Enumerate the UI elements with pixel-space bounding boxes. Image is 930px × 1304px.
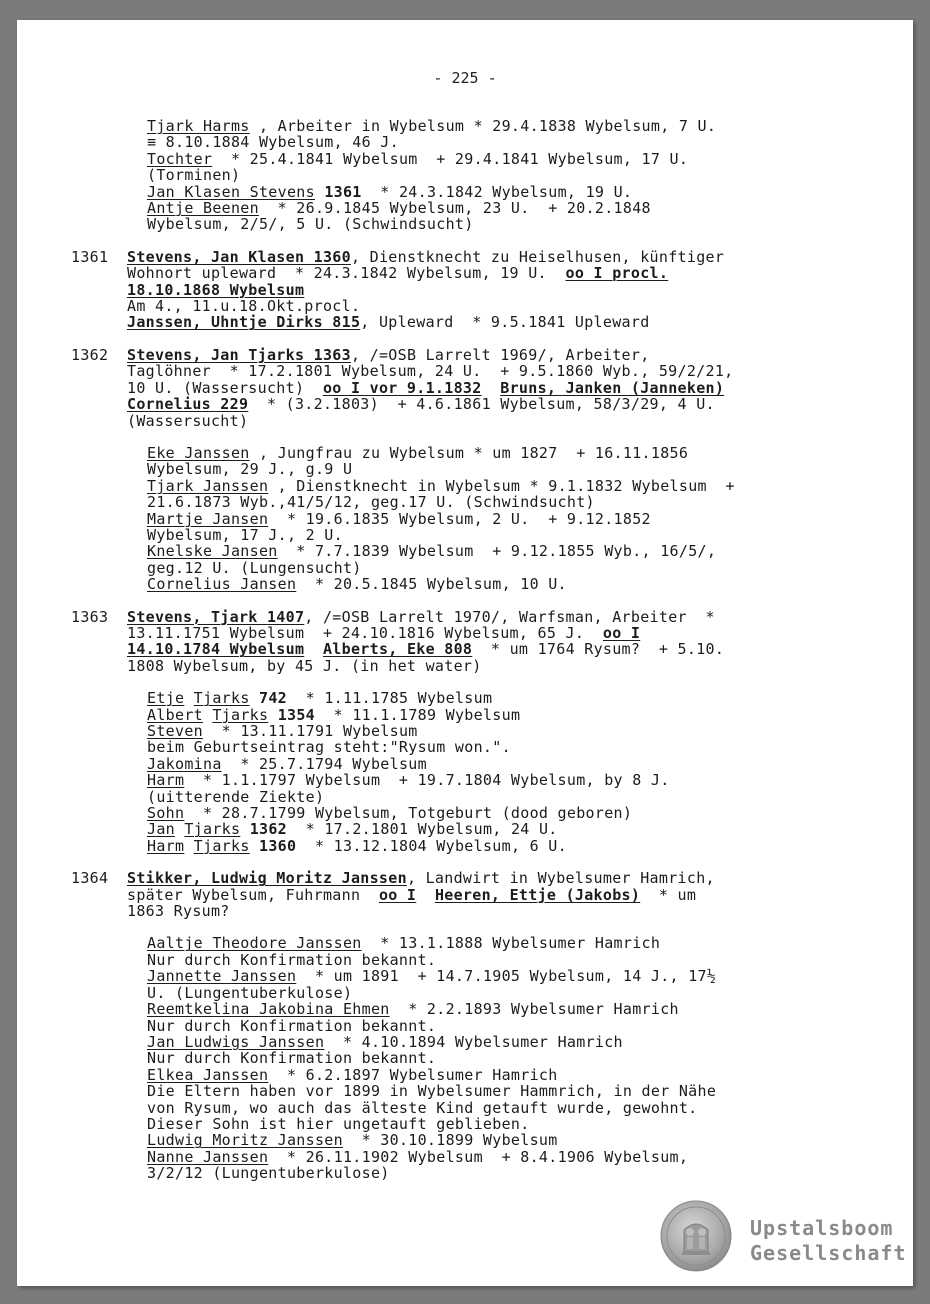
- text-segment: 10 U. (Wassersucht): [127, 378, 323, 397]
- text-segment: * 24.3.1842 Wybelsum, 19 U.: [361, 182, 633, 201]
- text-segment: Taglöhner * 17.2.1801 Wybelsum, 24 U. + 9.5.1860 Wyb., 59/2/21,: [127, 362, 734, 381]
- entry-1362: [71, 347, 871, 593]
- text-segment: * 20.5.1845 Wybelsum, 10 U.: [296, 575, 567, 594]
- person-name: Tjark Janssen: [147, 476, 269, 495]
- person-name: Elkea Janssen: [147, 1065, 269, 1084]
- text-segment: Nur durch Konfirmation bekannt.: [147, 950, 437, 969]
- person-name: Jannette Janssen: [147, 967, 297, 986]
- text-line: [71, 543, 871, 559]
- text-segment: * um: [640, 885, 697, 904]
- text-segment: * um 1891 + 14.7.1905 Wybelsum, 14 J., 17½: [296, 967, 717, 986]
- text-segment: 1863 Rysum?: [127, 902, 230, 921]
- text-line: [71, 347, 871, 363]
- person-name: Jan: [147, 820, 175, 839]
- person-name-bold: oo I vor 9.1.1832: [322, 378, 482, 397]
- text-segment: Nur durch Konfirmation bekannt.: [147, 1016, 437, 1035]
- entry-continuation: [71, 118, 871, 233]
- text-line: [71, 314, 871, 330]
- text-line: [71, 805, 871, 821]
- text-segment: * um 1764 Rysum? + 5.10.: [472, 640, 725, 659]
- person-name: Cornelius Jansen: [147, 575, 297, 594]
- text-segment: * 26.9.1845 Wybelsum, 23 U. + 20.2.1848: [258, 199, 651, 218]
- person-name: Antje Beenen: [147, 199, 259, 218]
- text-segment: [416, 886, 435, 904]
- text-line: [71, 413, 871, 429]
- text-segment: * 13.12.1804 Wybelsum, 6 U.: [296, 836, 567, 855]
- person-name-bold: Stevens, Jan Klasen 1360: [127, 247, 351, 266]
- text-segment: [482, 379, 501, 397]
- text-segment: * 6.2.1897 Wybelsumer Hamrich: [268, 1065, 558, 1084]
- entry-number: 1362: [71, 345, 109, 364]
- text-line: [71, 184, 871, 200]
- person-name: Tjark Harms: [147, 117, 250, 135]
- text-segment: Am 4., 11.u.18.Okt.procl.: [127, 297, 361, 316]
- text-line: [71, 1034, 871, 1050]
- text-line: [71, 1132, 871, 1148]
- text-segment: U. (Lungentuberkulose): [147, 983, 353, 1002]
- text-segment: Wybelsum, 17 J., 2 U.: [147, 525, 343, 544]
- person-name-bold: Alberts, Eke 808: [322, 640, 473, 659]
- person-name-bold: 14.10.1784 Wybelsum: [127, 640, 305, 659]
- text-segment: [175, 820, 184, 838]
- text-line: [71, 167, 871, 183]
- text-segment: geg.12 U. (Lungensucht): [147, 558, 362, 577]
- text-segment: * 17.2.1801 Wybelsum, 24 U.: [287, 820, 558, 839]
- text-segment: 21.6.1873 Wyb.,41/5/12, geg.17 U. (Schwindsucht): [147, 493, 595, 512]
- text-line: [71, 903, 871, 919]
- text-line: [71, 511, 871, 527]
- text-line: [71, 739, 871, 755]
- text-segment: [250, 689, 259, 707]
- text-segment: * 28.7.1799 Wybelsum, Totgeburt (dood geboren): [184, 804, 633, 823]
- person-name: Martje Jansen: [147, 509, 269, 528]
- text-line: [71, 380, 871, 396]
- person-name-bold: Stikker, Ludwig Moritz Janssen: [127, 869, 407, 888]
- text-line: [71, 658, 871, 674]
- text-segment: [250, 837, 259, 855]
- text-segment: * 7.7.1839 Wybelsum + 9.12.1855 Wyb., 16/5/,: [277, 542, 717, 561]
- person-name: Steven: [147, 722, 203, 740]
- text-segment: * 25.4.1841 Wybelsum + 29.4.1841 Wybelsum, 17 U.: [212, 149, 689, 168]
- page-number: - 225 -: [433, 69, 497, 87]
- person-name: Tjarks: [212, 705, 269, 724]
- person-name-bold: oo I procl.: [565, 264, 669, 283]
- text-segment: * 13.1.1888 Wybelsumer Hamrich: [361, 934, 661, 953]
- person-name-bold: oo I: [602, 623, 641, 642]
- person-name-bold: 1362: [249, 820, 288, 839]
- text-segment: 1808 Wybelsum, by 45 J. (in het water): [127, 656, 482, 675]
- entry-1363: [71, 609, 871, 855]
- person-name-bold: Stevens, Jan Tjarks 1363: [127, 345, 351, 364]
- text-segment: , Jungfrau zu Wybelsum * um 1827 + 16.11.1856: [249, 443, 689, 462]
- text-line: [71, 265, 871, 281]
- text-line: [71, 249, 871, 265]
- text-segment: Nur durch Konfirmation bekannt.: [147, 1049, 437, 1068]
- text-line: [71, 887, 871, 903]
- text-segment: * 13.11.1791 Wybelsum: [203, 722, 418, 740]
- text-line: [71, 363, 871, 379]
- text-line: [71, 576, 871, 592]
- text-segment: * 11.1.1789 Wybelsum: [315, 705, 521, 724]
- text-segment: [184, 689, 193, 707]
- text-segment: , /=OSB Larrelt 1970/, Warfsman, Arbeiter *: [304, 607, 715, 626]
- person-name-bold: 18.10.1868 Wybelsum: [127, 280, 305, 299]
- text-segment: [184, 837, 193, 855]
- text-segment: * 1.1.1797 Wybelsum + 19.7.1804 Wybelsum, by 8 J.: [184, 771, 670, 790]
- person-name-bold: oo I: [378, 885, 417, 904]
- text-line: [71, 772, 871, 788]
- person-name: Harm: [147, 836, 185, 855]
- text-line: [71, 1067, 871, 1083]
- text-segment: (uitterende Ziekte): [147, 787, 325, 806]
- text-segment: [203, 706, 212, 724]
- text-line: [71, 952, 871, 968]
- text-line: [71, 494, 871, 510]
- document-page: [17, 20, 913, 1286]
- text-segment: von Rysum, wo auch das älteste Kind getauft wurde, gewohnt.: [147, 1098, 698, 1117]
- text-line: [71, 870, 871, 886]
- person-name-bold: 1354: [277, 705, 316, 724]
- person-name: Sohn: [147, 804, 185, 823]
- person-name-bold: Stevens, Tjark 1407: [127, 607, 305, 626]
- text-segment: [304, 640, 323, 658]
- person-name: Tochter: [147, 149, 213, 168]
- text-line: [71, 134, 871, 150]
- entry-number: 1361: [71, 247, 109, 266]
- text-line: [71, 756, 871, 772]
- text-line: [71, 609, 871, 625]
- text-line: [71, 1083, 871, 1099]
- text-line: [71, 1050, 871, 1066]
- brand-line-1: Upstalsboom: [750, 1216, 894, 1240]
- text-line: [71, 216, 871, 232]
- text-line: [71, 282, 871, 298]
- text-segment: , Landwirt in Wybelsumer Hamrich,: [406, 869, 715, 888]
- text-segment: , Upleward * 9.5.1841 Upleward: [360, 313, 650, 332]
- person-name: Albert: [147, 705, 203, 724]
- text-segment: , Dienstknecht in Wybelsum * 9.1.1832 Wybelsum +: [268, 476, 735, 495]
- text-line: [71, 200, 871, 216]
- person-name: Reemtkelina Jakobina Ehmen: [147, 1000, 390, 1019]
- text-segment: Dieser Sohn ist hier ungetauft geblieben.: [147, 1114, 530, 1133]
- text-segment: Wohnort upleward * 24.3.1842 Wybelsum, 19 U.: [127, 264, 566, 283]
- text-line: [71, 641, 871, 657]
- text-line: [71, 985, 871, 1001]
- text-line: [71, 789, 871, 805]
- text-line: [71, 625, 871, 641]
- text-segment: , Arbeiter in Wybelsum * 29.4.1838 Wybelsum, 7 U.: [249, 117, 717, 135]
- text-segment: [315, 183, 324, 201]
- text-segment: später Wybelsum, Fuhrmann: [127, 885, 379, 904]
- text-line: [71, 690, 871, 706]
- person-name-bold: 1361: [324, 182, 362, 201]
- text-segment: Wybelsum, 29 J., g.9 U: [147, 460, 353, 479]
- brand-logo-text: [750, 1216, 907, 1266]
- text-line: [71, 723, 871, 739]
- person-name-bold: 1360: [259, 836, 297, 855]
- person-name: Knelske Jansen: [147, 542, 278, 561]
- person-name: Jakomina: [147, 754, 222, 773]
- text-segment: , /=OSB Larrelt 1969/, Arbeiter,: [350, 345, 650, 364]
- person-name: Aaltje Theodore Janssen: [147, 934, 362, 953]
- text-line: [71, 151, 871, 167]
- text-segment: * 4.10.1894 Wybelsumer Hamrich: [324, 1032, 623, 1051]
- text-line: [71, 461, 871, 477]
- text-line: [71, 298, 871, 314]
- text-segment: (Torminen): [147, 166, 241, 185]
- text-segment: 3/2/12 (Lungentuberkulose): [147, 1164, 390, 1183]
- person-name: Tjarks: [193, 689, 250, 708]
- text-segment: * 19.6.1835 Wybelsum, 2 U. + 9.12.1852: [268, 509, 651, 528]
- person-name: Nanne Janssen: [147, 1147, 269, 1166]
- text-line: [71, 445, 871, 461]
- person-name: Tjarks: [193, 836, 250, 855]
- entry-1364: [71, 870, 871, 1181]
- text-segment: [240, 820, 249, 838]
- person-name-bold: Heeren, Ettje (Jakobs): [434, 885, 641, 904]
- person-name: Etje: [147, 689, 185, 708]
- text-line: [71, 1165, 871, 1181]
- genealogy-entries: [71, 118, 871, 1182]
- person-name-bold: Cornelius 229: [127, 395, 249, 414]
- text-segment: 13.11.1751 Wybelsum + 24.10.1816 Wybelsum, 65 J.: [127, 623, 603, 642]
- text-segment: (Wassersucht): [127, 411, 249, 430]
- person-name: Harm: [147, 771, 185, 790]
- text-segment: beim Geburtseintrag steht:"Rysum won.".: [147, 738, 511, 757]
- text-line: [71, 821, 871, 837]
- person-name: Jan Klasen Stevens: [147, 182, 315, 201]
- text-line: [71, 1018, 871, 1034]
- text-segment: , Dienstknecht zu Heiselhusen, künftiger: [350, 247, 725, 266]
- text-line: [71, 1149, 871, 1165]
- entry-number: 1364: [71, 869, 109, 888]
- text-line: [71, 560, 871, 576]
- text-line: [71, 935, 871, 951]
- text-line: [71, 1116, 871, 1132]
- seal-icon: [660, 1200, 732, 1272]
- person-name: Jan Ludwigs Janssen: [147, 1032, 325, 1051]
- person-name-bold: Janssen, Uhntje Dirks 815: [127, 313, 361, 332]
- person-name: Eke Janssen: [147, 443, 250, 462]
- person-name: Ludwig Moritz Janssen: [147, 1131, 343, 1150]
- text-line: [71, 968, 871, 984]
- text-segment: * (3.2.1803) + 4.6.1861 Wybelsum, 58/3/29, 4 U.: [248, 395, 715, 414]
- text-line: [71, 118, 871, 134]
- text-segment: * 26.11.1902 Wybelsum + 8.4.1906 Wybelsum,: [268, 1147, 689, 1166]
- text-segment: * 25.7.1794 Wybelsum: [221, 754, 427, 773]
- entry-1361: [71, 249, 871, 331]
- text-line: [71, 1100, 871, 1116]
- brand-line-2: Gesellschaft: [750, 1241, 907, 1265]
- text-segment: Die Eltern haben vor 1899 in Wybelsumer Hammrich, in der Nähe: [147, 1082, 717, 1101]
- text-segment: * 30.10.1899 Wybelsum: [342, 1131, 558, 1150]
- text-segment: ≡ 8.10.1884 Wybelsum, 46 J.: [147, 133, 399, 152]
- person-name: Tjarks: [184, 820, 241, 839]
- text-line: [71, 1001, 871, 1017]
- text-line: [71, 527, 871, 543]
- entry-number: 1363: [71, 607, 109, 626]
- text-segment: * 1.11.1785 Wybelsum: [287, 689, 493, 708]
- person-name-bold: 742: [259, 689, 288, 708]
- text-segment: Wybelsum, 2/5/, 5 U. (Schwindsucht): [147, 215, 474, 234]
- person-name-bold: Bruns, Janken (Janneken): [500, 378, 725, 397]
- text-line: [71, 478, 871, 494]
- text-line: [71, 838, 871, 854]
- text-segment: * 2.2.1893 Wybelsumer Hamrich: [389, 1000, 679, 1019]
- text-line: [71, 707, 871, 723]
- text-segment: [268, 706, 277, 724]
- text-line: [71, 396, 871, 412]
